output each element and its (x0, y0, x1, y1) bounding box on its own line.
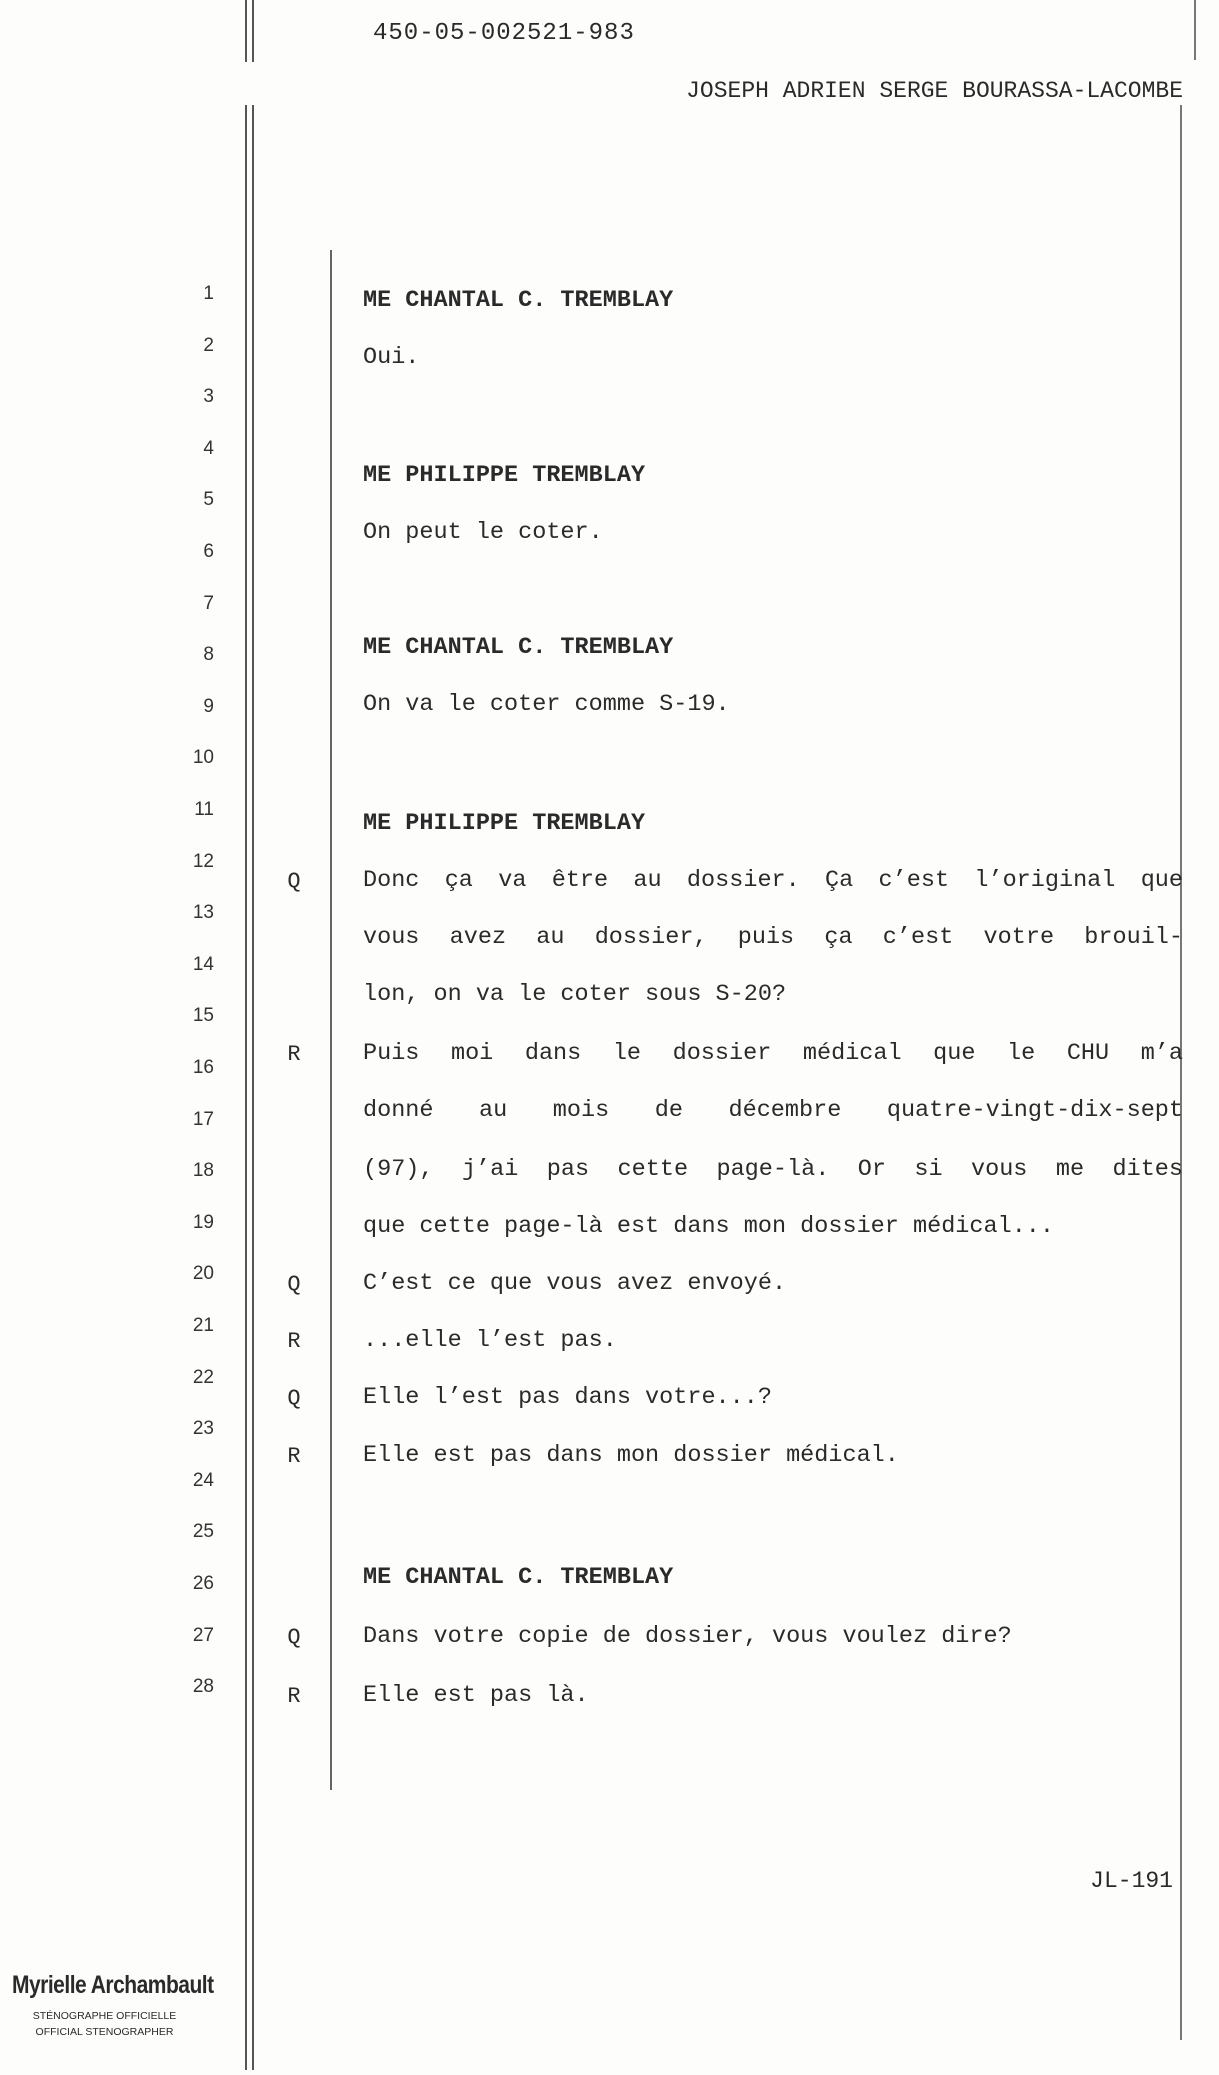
question-marker: Q (287, 1625, 301, 1650)
line-number: 3 (203, 386, 214, 408)
line-number: 20 (192, 1263, 214, 1285)
line-number: 9 (203, 695, 214, 717)
line-number: 6 (203, 541, 214, 562)
transcript-line: Puis moi dans le dossier médical que le CHU m’a (363, 1040, 1183, 1067)
stenographer-name: Myrielle Archambault (12, 1971, 214, 2000)
line-number: 18 (192, 1160, 214, 1182)
answer-marker: R (287, 1444, 301, 1469)
transcript-line: (97), j’ai pas cette page-là. Or si vous me dites (363, 1156, 1183, 1183)
left-margin-rule (245, 0, 247, 62)
transcript-line: On peut le coter. (363, 519, 603, 546)
left-margin-rule (252, 105, 254, 2070)
line-number: 27 (192, 1624, 214, 1646)
left-margin-rule (252, 0, 254, 62)
line-number: 1 (203, 283, 214, 304)
transcript-line: Elle est pas dans mon dossier médical. (363, 1442, 899, 1469)
speaker-name: ME PHILIPPE TREMBLAY (363, 462, 646, 489)
answer-marker: R (287, 1042, 301, 1067)
line-number: 7 (203, 592, 214, 614)
answer-marker: R (287, 1684, 301, 1709)
transcript-line: lon, on va le coter sous S-20? (363, 981, 787, 1008)
line-number: 13 (192, 902, 214, 924)
line-number: 17 (192, 1108, 214, 1130)
transcript-line: Oui. (363, 344, 420, 371)
witness-name: JOSEPH ADRIEN SERGE BOURASSA-LACOMBE (686, 78, 1183, 104)
line-number: 16 (192, 1057, 214, 1078)
left-margin-rule (245, 105, 247, 2070)
speaker-name: ME CHANTAL C. TREMBLAY (363, 634, 674, 661)
line-number: 15 (192, 1005, 214, 1027)
question-marker: Q (287, 1272, 301, 1297)
transcript-line: donné au mois de décembre quatre-vingt-dix-sept (363, 1097, 1183, 1124)
transcript-line: que cette page-là est dans mon dossier médical... (363, 1213, 1055, 1240)
page-id: JL-191 (1090, 1868, 1173, 1894)
speaker-name: ME CHANTAL C. TREMBLAY (363, 1564, 674, 1591)
line-number: 4 (203, 437, 214, 459)
line-number: 14 (192, 953, 214, 975)
line-number: 19 (192, 1211, 214, 1233)
qr-column-rule (330, 250, 332, 1790)
line-number: 28 (192, 1676, 214, 1698)
transcript-line: Donc ça va être au dossier. Ça c’est l’original que (363, 867, 1183, 894)
stenographer-title-fr: STÉNOGRAPHE OFFICIELLE (32, 2010, 177, 2022)
line-number: 24 (192, 1469, 214, 1491)
line-number: 10 (192, 747, 214, 769)
line-number: 8 (203, 644, 214, 666)
right-margin-rule (1194, 0, 1196, 60)
right-margin-rule (1180, 105, 1182, 2040)
transcript-line: ...elle l’est pas. (363, 1327, 617, 1354)
answer-marker: R (287, 1329, 301, 1354)
line-number: 25 (192, 1521, 214, 1543)
line-number: 12 (192, 850, 214, 872)
line-number: 5 (203, 489, 214, 511)
line-number: 2 (203, 334, 214, 356)
question-marker: Q (287, 869, 301, 894)
transcript-line: C’est ce que vous avez envoyé. (363, 1270, 787, 1297)
transcript-line: Dans votre copie de dossier, vous voulez dire? (363, 1623, 1012, 1650)
line-number: 11 (194, 799, 214, 820)
stenographer-title-en: OFFICIAL STENOGRAPHER (35, 2026, 174, 2038)
speaker-name: ME CHANTAL C. TREMBLAY (363, 287, 674, 314)
question-marker: Q (287, 1386, 301, 1411)
transcript-line: Elle l’est pas dans votre...? (363, 1384, 772, 1411)
speaker-name: ME PHILIPPE TREMBLAY (363, 810, 646, 837)
case-number: 450-05-002521-983 (373, 20, 635, 47)
line-number: 21 (192, 1315, 214, 1336)
transcript-line: On va le coter comme S-19. (363, 691, 730, 718)
transcript-line: vous avez au dossier, puis ça c’est votre brouil- (363, 924, 1183, 951)
line-number: 22 (192, 1366, 214, 1388)
line-number: 23 (192, 1418, 214, 1440)
transcript-line: Elle est pas là. (363, 1682, 589, 1709)
line-number: 26 (192, 1573, 214, 1594)
